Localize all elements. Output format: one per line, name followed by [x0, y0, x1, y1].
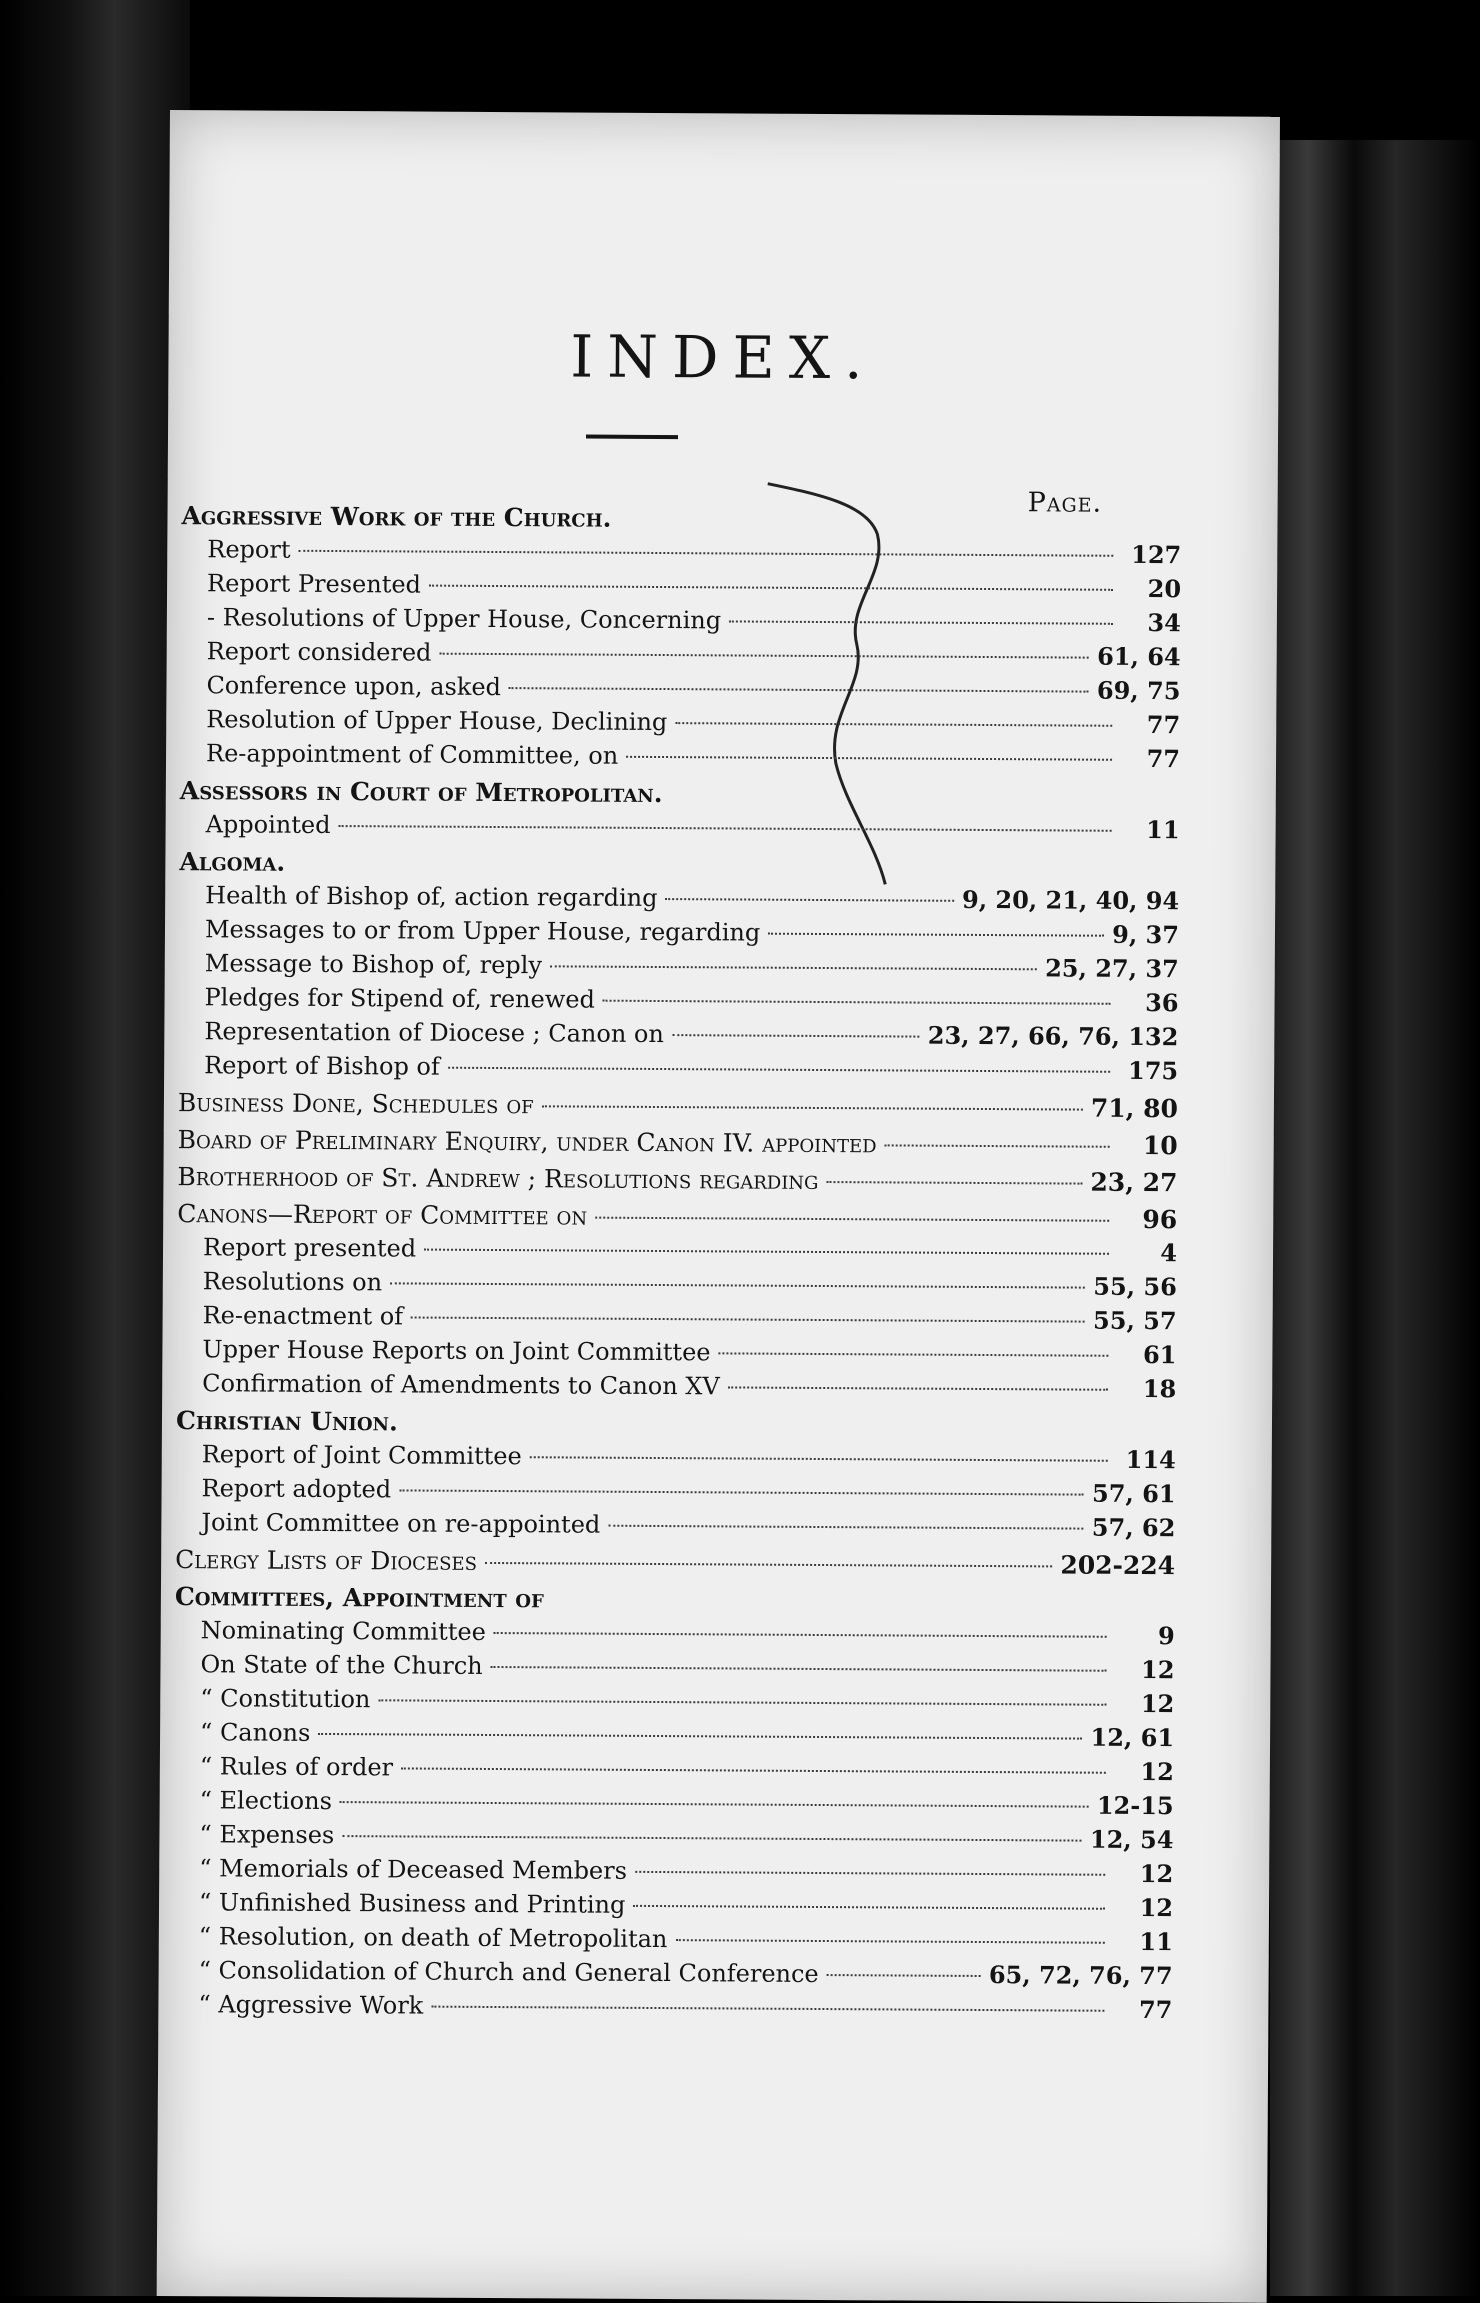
index-entry-pages: 36 — [1145, 987, 1179, 1018]
dot-leader — [826, 1181, 1082, 1185]
dot-leader — [439, 653, 1089, 659]
index-entry-pages: 11 — [1139, 1926, 1173, 1957]
dot-leader — [342, 1835, 1082, 1842]
index-entry-label: Report Presented — [207, 569, 422, 599]
index-entry — [176, 1437, 1176, 1477]
index-entry — [177, 1298, 1177, 1338]
dot-leader — [429, 585, 1113, 591]
index-entry-pages: 12, 54 — [1089, 1824, 1174, 1855]
index-entry — [179, 946, 1179, 986]
page-column-header: Page. — [1027, 487, 1103, 519]
index-entry-label: Canons—Report of Committee on — [177, 1199, 588, 1231]
index-entry-label: Confirmation of Amendments to Canon XV — [202, 1369, 720, 1401]
index-entry-pages: 9, 20, 21, 40, 94 — [961, 884, 1180, 916]
index-entry-label: Health of Bishop of, action regarding — [205, 881, 658, 912]
index-entry-label: Nominating Committee — [200, 1616, 486, 1646]
index-entry-label: Clergy Lists of Dioceses — [175, 1545, 478, 1576]
dot-leader — [675, 722, 1112, 727]
dot-leader — [608, 1525, 1084, 1530]
index-entry-label: Report of Bishop of — [204, 1051, 440, 1081]
dot-leader — [595, 1217, 1109, 1222]
index-entry-label: “ Expenses — [199, 1820, 335, 1850]
index-entry-pages: 114 — [1125, 1444, 1176, 1475]
dot-leader — [550, 965, 1037, 970]
dot-leader — [318, 1733, 1082, 1740]
index-entry-pages: 12 — [1140, 1688, 1175, 1719]
dot-leader — [603, 1000, 1111, 1005]
index-entry-label: “ Rules of order — [199, 1752, 394, 1782]
index-entry — [178, 980, 1178, 1020]
index-entry-label: - Resolutions of Upper House, Concerning — [206, 603, 722, 635]
index-entry-label: Re-enactment of — [202, 1301, 404, 1331]
index-entry-pages: 11 — [1146, 814, 1180, 845]
document-page — [157, 110, 1280, 2303]
index-entry-label: “ Aggressive Work — [198, 1990, 424, 2020]
dot-leader — [299, 550, 1114, 557]
index-entry — [176, 1332, 1176, 1372]
index-entry — [179, 912, 1179, 952]
index-entry-label: “ Consolidation of Church and General Conference — [198, 1956, 819, 1988]
dot-leader — [672, 1034, 920, 1038]
dot-leader — [494, 1632, 1107, 1638]
dot-leader — [530, 1456, 1108, 1462]
index-entry-pages: 71, 80 — [1090, 1093, 1179, 1124]
index-entry — [173, 1885, 1173, 1925]
index-entry-pages: 23, 27, 66, 76, 132 — [927, 1020, 1179, 1052]
index-entry-pages: 175 — [1127, 1055, 1179, 1086]
dot-leader — [768, 933, 1104, 937]
index-entry-pages: 12, 61 — [1090, 1722, 1175, 1753]
index-entry — [177, 1264, 1177, 1304]
dot-leader — [728, 1386, 1108, 1390]
index-entry — [179, 878, 1179, 918]
index-entry-pages: 34 — [1147, 607, 1181, 638]
index-entry — [178, 1048, 1178, 1088]
index-entry — [174, 1783, 1174, 1823]
index-entry — [173, 1817, 1173, 1857]
dot-leader — [666, 898, 955, 902]
index-heading — [175, 1580, 1175, 1619]
index-entry — [175, 1505, 1175, 1545]
index-entry-label: Resolution of Upper House, Declining — [206, 705, 668, 737]
index-entry — [175, 1613, 1175, 1653]
dot-leader — [827, 1974, 981, 1977]
index-entry-label: Report presented — [202, 1233, 417, 1263]
dot-leader — [542, 1105, 1083, 1110]
index-entry-pages: 57, 62 — [1091, 1512, 1176, 1543]
index-entry-pages: 9, 37 — [1112, 919, 1180, 950]
index-entry-label: “ Resolution, on death of Metropolitan — [198, 1922, 668, 1954]
index-entry-pages: 9 — [1157, 1621, 1175, 1651]
index-entry-pages: 12 — [1139, 1858, 1174, 1889]
index-entry-pages: 61, 64 — [1097, 641, 1181, 672]
index-entry-pages: 12 — [1140, 1756, 1174, 1787]
index-entry-pages: 57, 61 — [1091, 1478, 1176, 1509]
index-entry-label: Brotherhood of St. Andrew ; Resolutions regarding — [177, 1162, 819, 1195]
page-title: INDEX. — [570, 322, 877, 393]
index-entry-pages: 55, 56 — [1093, 1271, 1177, 1302]
index-entry — [177, 1197, 1177, 1236]
dot-leader — [448, 1067, 1110, 1073]
index-entry-pages: 4 — [1160, 1238, 1178, 1268]
index-heading — [181, 499, 1181, 538]
index-list — [172, 495, 1181, 2027]
index-entry-label: Messages to or from Upper House, regarding — [204, 915, 761, 947]
index-entry — [178, 1123, 1178, 1162]
dot-leader — [485, 1562, 1052, 1567]
index-entry-pages: 127 — [1131, 539, 1182, 570]
index-entry-label: Pledges for Stipend of, renewed — [204, 983, 595, 1014]
index-entry — [180, 736, 1180, 776]
index-entry-label: “ Unfinished Business and Printing — [198, 1888, 626, 1919]
index-heading-label: Committees, Appointment of — [174, 1582, 544, 1614]
dot-leader — [378, 1699, 1106, 1705]
dot-leader — [719, 1352, 1109, 1356]
index-entry-pages: 202-224 — [1060, 1550, 1176, 1581]
dot-leader — [338, 825, 1111, 832]
index-entry — [175, 1543, 1175, 1582]
index-entry-label: Resolutions on — [202, 1267, 383, 1297]
dot-leader — [509, 687, 1089, 693]
dot-leader — [401, 1767, 1106, 1773]
index-entry — [176, 1366, 1176, 1406]
dot-leader — [633, 1905, 1105, 1910]
index-entry — [174, 1681, 1174, 1721]
index-heading — [176, 1404, 1176, 1443]
index-entry-pages: 96 — [1142, 1204, 1178, 1235]
index-entry-pages: 18 — [1142, 1373, 1177, 1404]
index-entry-label: Message to Bishop of, reply — [204, 949, 543, 980]
index-entry-pages: 20 — [1147, 573, 1182, 604]
index-entry-label: Report adopted — [201, 1474, 392, 1504]
index-entry — [181, 566, 1181, 606]
index-entry-label: “ Memorials of Deceased Members — [199, 1854, 628, 1885]
dot-leader — [431, 2006, 1104, 2012]
index-entry-label: Board of Preliminary Enquiry, under Canon IV. appointed — [177, 1125, 877, 1159]
index-entry — [180, 807, 1180, 847]
index-entry-label: On State of the Church — [200, 1650, 483, 1680]
index-entry-label: Business Done, Schedules of — [177, 1088, 534, 1120]
title-rule — [586, 435, 678, 440]
index-entry-pages: 12 — [1140, 1654, 1175, 1685]
index-entry — [177, 1160, 1177, 1199]
index-entry-pages: 23, 27 — [1090, 1167, 1178, 1198]
index-entry-label: Re-appointment of Committee, on — [205, 739, 619, 770]
index-heading-label: Christian Union. — [175, 1406, 398, 1437]
index-entry — [181, 634, 1181, 674]
index-entry — [174, 1749, 1174, 1789]
dot-leader — [885, 1144, 1110, 1147]
index-entry-pages: 10 — [1142, 1130, 1178, 1161]
dot-leader — [491, 1666, 1107, 1672]
index-entry-label: Report considered — [206, 637, 432, 667]
dot-leader — [626, 756, 1112, 761]
dot-leader — [424, 1249, 1109, 1255]
book-edge-right — [1270, 140, 1480, 2296]
index-entry — [174, 1647, 1174, 1687]
dot-leader — [390, 1282, 1085, 1288]
index-entry-label: Representation of Diocese ; Canon on — [204, 1017, 664, 1049]
dot-leader — [635, 1871, 1105, 1876]
index-entry-pages: 77 — [1138, 1994, 1173, 2025]
index-heading-label: Aggressive Work of the Church. — [181, 501, 612, 533]
index-entry-label: Conference upon, asked — [206, 671, 502, 702]
index-entry — [175, 1471, 1175, 1511]
index-entry-label: “ Elections — [199, 1786, 333, 1816]
dot-leader — [340, 1801, 1089, 1808]
index-entry — [178, 1086, 1178, 1125]
index-entry-label: Upper House Reports on Joint Committee — [202, 1335, 711, 1367]
index-entry — [173, 1953, 1173, 1993]
dot-leader — [399, 1489, 1084, 1495]
index-entry — [173, 1851, 1173, 1891]
dot-leader — [411, 1316, 1085, 1322]
dot-leader — [729, 620, 1113, 624]
dot-leader — [675, 1939, 1104, 1944]
index-entry-pages: 65, 72, 76, 77 — [988, 1960, 1173, 1991]
index-entry-pages: 61 — [1142, 1339, 1177, 1370]
index-heading — [180, 774, 1180, 813]
index-entry-pages: 12 — [1139, 1892, 1174, 1923]
index-entry-label: Appointed — [205, 810, 331, 839]
index-entry-label: Report — [207, 535, 291, 564]
index-entry — [172, 1987, 1172, 2027]
index-entry-pages: 69, 75 — [1096, 675, 1181, 706]
index-entry — [181, 600, 1181, 640]
index-entry-label: “ Canons — [200, 1718, 311, 1747]
index-entry — [177, 1230, 1177, 1270]
index-entry — [178, 1014, 1178, 1054]
index-entry-pages: 77 — [1146, 709, 1181, 740]
index-entry-label: Report of Joint Committee — [201, 1440, 522, 1471]
index-entry — [180, 702, 1180, 742]
index-entry — [173, 1919, 1173, 1959]
index-heading-label: Algoma. — [179, 847, 286, 877]
index-entry-pages: 77 — [1146, 743, 1181, 774]
index-entry-label: Joint Committee on re-appointed — [201, 1508, 601, 1539]
index-entry-pages: 12-15 — [1096, 1790, 1174, 1821]
index-entry-pages: 25, 27, 37 — [1045, 953, 1179, 984]
index-entry — [180, 668, 1180, 708]
index-heading-label: Assessors in Court of Metropolitan. — [179, 776, 663, 809]
index-entry-pages: 55, 57 — [1093, 1305, 1177, 1336]
index-entry-label: “ Constitution — [200, 1684, 371, 1714]
